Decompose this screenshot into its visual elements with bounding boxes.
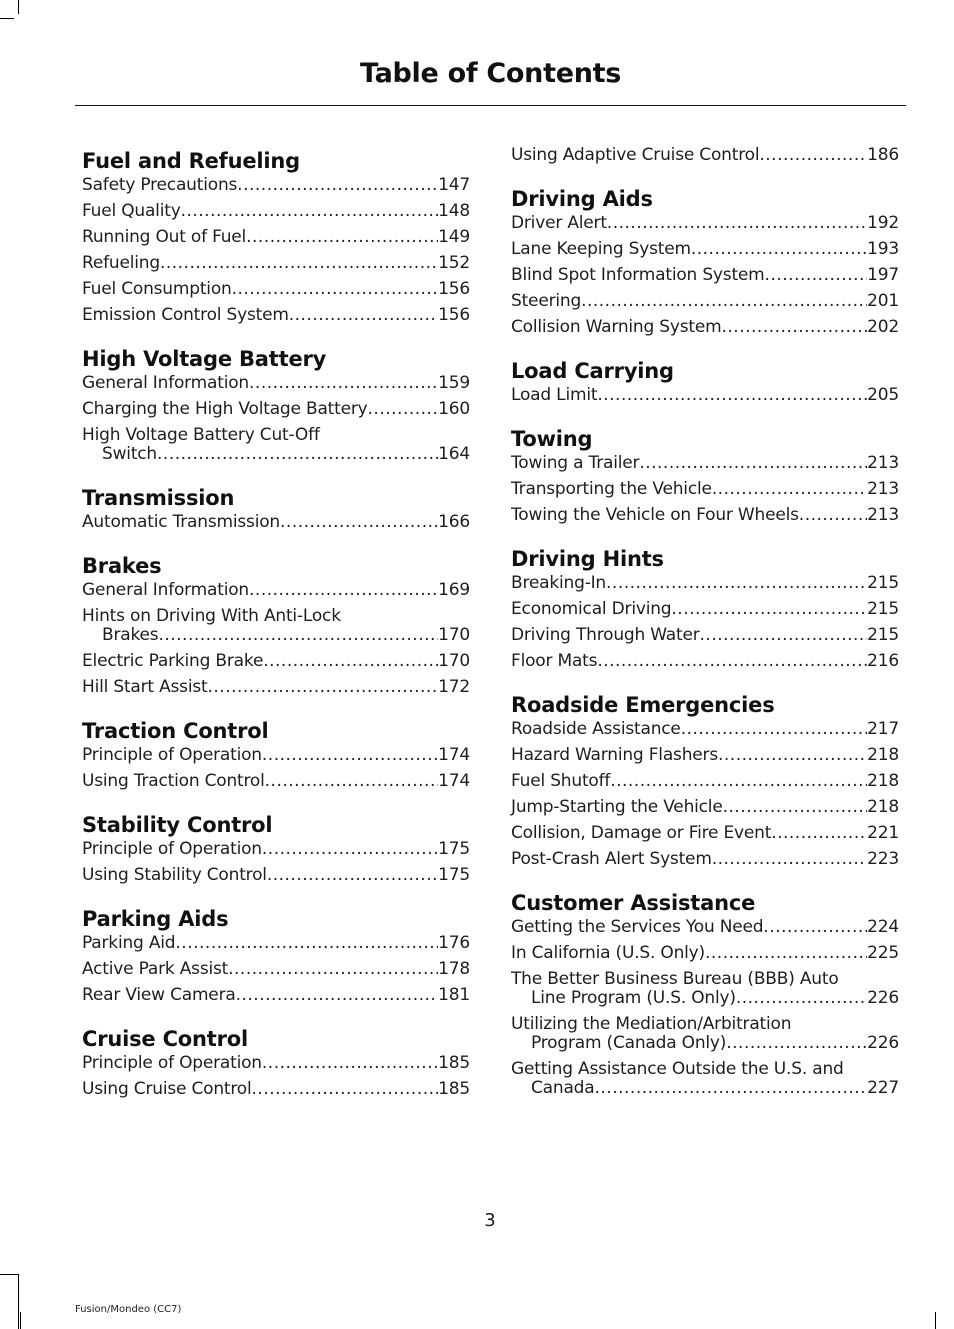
entry-line <box>82 254 470 273</box>
entry-page-number: 166 <box>438 512 470 532</box>
section-heading: Roadside Emergencies <box>511 693 775 717</box>
toc-entry-link[interactable] <box>511 652 899 671</box>
section-heading: Driving Aids <box>511 187 653 211</box>
entry-title: Steering <box>511 291 582 311</box>
entry-page-number: 215 <box>867 625 899 645</box>
toc-entry-link[interactable] <box>511 214 899 233</box>
entry-title: General Information <box>82 580 250 600</box>
section-heading: Parking Aids <box>82 907 229 931</box>
toc-entry-link[interactable] <box>511 720 899 739</box>
title-divider <box>75 105 906 106</box>
entry-line <box>82 772 470 791</box>
section-heading: Driving Hints <box>511 547 664 571</box>
section-heading: Stability Control <box>82 813 273 837</box>
dot-leader <box>265 772 438 791</box>
entry-title: Electric Parking Brake <box>82 651 264 671</box>
toc-entry-link[interactable] <box>82 400 470 419</box>
entry-title: Using Cruise Control <box>82 1079 252 1099</box>
toc-entry-link[interactable] <box>511 626 899 645</box>
dot-leader <box>207 678 438 697</box>
toc-entry-link[interactable] <box>82 280 470 299</box>
entry-line <box>82 934 470 953</box>
toc-section <box>82 904 470 1005</box>
section-heading: Transmission <box>82 486 235 510</box>
entry-line <box>82 840 470 859</box>
entry-title: Jump-Starting the Vehicle <box>511 797 723 817</box>
entry-line <box>511 989 899 1008</box>
entry-line <box>82 746 470 765</box>
entry-page-number: 148 <box>438 201 470 221</box>
section-heading: Fuel and Refueling <box>82 149 300 173</box>
toc-entry-link[interactable] <box>511 1060 899 1098</box>
entry-title: Floor Mats <box>511 651 598 671</box>
entry-page-number: 181 <box>438 985 470 1005</box>
toc-section <box>82 716 470 791</box>
entry-line <box>511 798 899 817</box>
entry-title: Using Adaptive Cruise Control <box>511 145 760 165</box>
dot-leader <box>712 850 867 869</box>
entry-line <box>511 850 899 869</box>
dot-leader <box>181 202 439 221</box>
dot-leader <box>723 798 868 817</box>
entry-page-number: 226 <box>867 988 899 1008</box>
entry-title: Economical Driving <box>511 599 672 619</box>
dot-leader <box>671 600 867 619</box>
dot-leader <box>736 989 867 1008</box>
toc-entry-link[interactable] <box>511 318 899 337</box>
entry-title: Driving Through Water <box>511 625 700 645</box>
toc-entry-link[interactable] <box>511 386 899 405</box>
dot-leader <box>771 824 867 843</box>
entry-title: Principle of Operation <box>82 1053 262 1073</box>
dot-leader <box>157 445 438 464</box>
page-title: Table of Contents <box>359 58 622 89</box>
entry-page-number: 218 <box>867 797 899 817</box>
toc-entry-link[interactable] <box>82 986 470 1005</box>
entry-line <box>511 454 899 473</box>
entry-line <box>511 626 899 645</box>
entry-title: Fuel Consumption <box>82 279 232 299</box>
entry-title: Roadside Assistance <box>511 719 681 739</box>
dot-leader <box>595 1079 868 1098</box>
entry-page-number: 193 <box>867 239 899 259</box>
entry-title: Principle of Operation <box>82 839 262 859</box>
entry-line <box>511 652 899 671</box>
toc-entry-link[interactable] <box>511 1015 899 1053</box>
dot-leader <box>691 240 867 259</box>
section-heading: Brakes <box>82 554 162 578</box>
crop-mark <box>20 1312 21 1329</box>
entry-title-line: Utilizing the Mediation/Arbitration <box>511 1014 792 1034</box>
toc-entry-link[interactable] <box>511 798 899 817</box>
entry-title: Lane Keeping System <box>511 239 691 259</box>
entry-line <box>82 986 470 1005</box>
toc-entry-link[interactable] <box>82 960 470 979</box>
entry-title: Hazard Warning Flashers <box>511 745 718 765</box>
entry-line <box>511 772 899 791</box>
entry-line <box>511 1034 899 1053</box>
entry-line <box>82 400 470 419</box>
entry-title-line: The Better Business Bureau (BBB) Auto <box>511 969 839 989</box>
entry-line <box>82 306 470 325</box>
dot-leader <box>263 652 438 671</box>
entry-page-number: 218 <box>867 771 899 791</box>
entry-page-number: 175 <box>438 865 470 885</box>
entry-page-number: 176 <box>438 933 470 953</box>
toc-entry-link[interactable] <box>82 772 470 791</box>
toc-entry-link[interactable] <box>82 607 470 645</box>
entry-page-number: 192 <box>867 213 899 233</box>
entry-title: Post-Crash Alert System <box>511 849 712 869</box>
entry-line <box>511 918 899 937</box>
entry-title: Blind Spot Information System <box>511 265 765 285</box>
toc-section <box>511 184 899 337</box>
toc-entry-link[interactable] <box>82 374 470 393</box>
entry-title-line: Hints on Driving With Anti-Lock <box>82 606 341 626</box>
toc-entry-link[interactable] <box>82 840 470 859</box>
dot-leader <box>799 506 867 525</box>
entry-title: Active Park Assist <box>82 959 229 979</box>
toc-section <box>511 424 899 525</box>
entry-page-number: 221 <box>867 823 899 843</box>
entry-page-number: 186 <box>867 145 899 165</box>
toc-section <box>82 810 470 885</box>
entry-page-number: 160 <box>438 399 470 419</box>
entry-title: Transporting the Vehicle <box>511 479 712 499</box>
entry-title: Running Out of Fuel <box>82 227 247 247</box>
entry-title: Parking Aid <box>82 933 176 953</box>
toc-entry-link[interactable] <box>82 176 470 195</box>
entry-title: General Information <box>82 373 250 393</box>
toc-entry-link[interactable] <box>511 480 899 499</box>
entry-line <box>511 720 899 739</box>
entry-line <box>82 678 470 697</box>
toc-entry-link[interactable] <box>82 228 470 247</box>
dot-leader <box>705 944 867 963</box>
entry-title: Driver Alert <box>511 213 607 233</box>
entry-title: Collision Warning System <box>511 317 722 337</box>
toc-entry-link[interactable] <box>82 866 470 885</box>
toc-section <box>82 551 470 697</box>
toc-entry-link[interactable] <box>511 454 899 473</box>
footer-model-label: Fusion/Mondeo (CC7) <box>75 1304 182 1315</box>
toc-entry-link[interactable] <box>82 581 470 600</box>
section-heading: Cruise Control <box>82 1027 248 1051</box>
toc-section <box>511 690 899 869</box>
page-number: 3 <box>484 1210 496 1231</box>
toc-section <box>82 344 470 464</box>
entry-title: Using Stability Control <box>82 865 267 885</box>
entry-page-number: 226 <box>867 1033 899 1053</box>
entry-line <box>511 480 899 499</box>
toc-entry-link[interactable] <box>511 944 899 963</box>
entry-title: Emission Control System <box>82 305 289 325</box>
toc-entry-link[interactable] <box>511 266 899 285</box>
dot-leader <box>252 1080 439 1099</box>
entry-page-number: 164 <box>438 444 470 464</box>
entry-page-number: 178 <box>438 959 470 979</box>
entry-page-number: 227 <box>867 1078 899 1098</box>
entry-page-number: 174 <box>438 745 470 765</box>
dot-leader <box>722 318 868 337</box>
toc-entry-link[interactable] <box>511 824 899 843</box>
entry-line <box>511 506 899 525</box>
entry-page-number: 159 <box>438 373 470 393</box>
dot-leader <box>759 146 867 165</box>
dot-leader <box>262 1054 438 1073</box>
section-heading: Traction Control <box>82 719 269 743</box>
entry-title: Safety Precautions <box>82 175 238 195</box>
toc-section <box>511 888 899 1098</box>
toc-entry-link[interactable] <box>82 513 470 532</box>
entry-title: Hill Start Assist <box>82 677 208 697</box>
entry-title-line: High Voltage Battery Cut-Off <box>82 425 320 445</box>
entry-page-number: 149 <box>438 227 470 247</box>
dot-leader <box>700 626 868 645</box>
entry-title: Charging the High Voltage Battery <box>82 399 368 419</box>
entry-page-number: 215 <box>867 573 899 593</box>
toc-entry-link[interactable] <box>82 652 470 671</box>
toc-section <box>511 544 899 671</box>
entry-line <box>82 374 470 393</box>
entry-page-number: 223 <box>867 849 899 869</box>
entry-page-number: 215 <box>867 599 899 619</box>
entry-page-number: 185 <box>438 1053 470 1073</box>
entry-line <box>511 824 899 843</box>
dot-leader <box>639 454 867 473</box>
entry-title: Fuel Quality <box>82 201 181 221</box>
entry-page-number: 197 <box>867 265 899 285</box>
entry-line <box>82 1080 470 1099</box>
entry-title: In California (U.S. Only) <box>511 943 705 963</box>
entry-page-number: 213 <box>867 505 899 525</box>
dot-leader <box>228 960 438 979</box>
section-heading: Customer Assistance <box>511 891 756 915</box>
toc-entry-link[interactable] <box>511 772 899 791</box>
entry-page-number: 170 <box>438 651 470 671</box>
entry-page-number: 172 <box>438 677 470 697</box>
toc-entry-link[interactable] <box>511 506 899 525</box>
entry-title: Towing a Trailer <box>511 453 640 473</box>
entry-title: Fuel Shutoff <box>511 771 611 791</box>
dot-leader <box>610 772 867 791</box>
dot-leader <box>607 214 867 233</box>
entry-title: Load Limit <box>511 385 598 405</box>
dot-leader <box>262 840 438 859</box>
dot-leader <box>249 581 438 600</box>
toc-section <box>511 146 899 165</box>
toc-section <box>82 1024 470 1099</box>
toc-entry-link[interactable] <box>511 240 899 259</box>
entry-page-number: 202 <box>867 317 899 337</box>
toc-entry-link[interactable] <box>511 850 899 869</box>
dot-leader <box>236 986 439 1005</box>
entry-line <box>82 1054 470 1073</box>
dot-leader <box>718 746 867 765</box>
toc-column-left <box>82 146 470 1118</box>
dot-leader <box>726 1034 867 1053</box>
crop-mark <box>0 18 14 19</box>
entry-line <box>82 228 470 247</box>
entry-line <box>511 214 899 233</box>
toc-section <box>82 146 470 325</box>
dot-leader <box>237 176 438 195</box>
dot-leader <box>289 306 438 325</box>
crop-mark <box>18 1274 19 1329</box>
crop-mark <box>935 1312 936 1329</box>
entry-line <box>82 626 470 645</box>
crop-mark <box>0 1274 18 1275</box>
dot-leader <box>280 513 438 532</box>
entry-title: Principle of Operation <box>82 745 262 765</box>
dot-leader <box>581 292 867 311</box>
entry-title: Collision, Damage or Fire Event <box>511 823 772 843</box>
toc-entry-link[interactable] <box>82 306 470 325</box>
entry-line <box>82 866 470 885</box>
entry-line <box>511 146 899 165</box>
entry-line <box>82 513 470 532</box>
entry-title: Breaking-In <box>511 573 607 593</box>
toc-column-right <box>511 146 899 1117</box>
toc-entry-link[interactable] <box>82 934 470 953</box>
entry-page-number: 213 <box>867 479 899 499</box>
crop-mark <box>18 0 19 14</box>
entry-title: Program (Canada Only) <box>531 1033 727 1053</box>
entry-title: Using Traction Control <box>82 771 265 791</box>
entry-line <box>511 266 899 285</box>
entry-page-number: 185 <box>438 1079 470 1099</box>
toc-entry-link[interactable] <box>511 746 899 765</box>
entry-title: Getting the Services You Need <box>511 917 764 937</box>
toc-entry-link[interactable] <box>82 678 470 697</box>
entry-page-number: 175 <box>438 839 470 859</box>
dot-leader <box>175 934 438 953</box>
entry-page-number: 174 <box>438 771 470 791</box>
dot-leader <box>681 720 867 739</box>
dot-leader <box>262 746 438 765</box>
entry-line <box>511 318 899 337</box>
entry-page-number: 147 <box>438 175 470 195</box>
entry-line <box>82 581 470 600</box>
entry-line <box>511 746 899 765</box>
entry-line <box>82 202 470 221</box>
dot-leader <box>597 386 867 405</box>
toc-entry-link[interactable] <box>82 426 470 464</box>
entry-page-number: 213 <box>867 453 899 473</box>
entry-page-number: 156 <box>438 279 470 299</box>
entry-title-line: Getting Assistance Outside the U.S. and <box>511 1059 844 1079</box>
entry-page-number: 218 <box>867 745 899 765</box>
entry-title: Refueling <box>82 253 160 273</box>
toc-entry-link[interactable] <box>511 600 899 619</box>
entry-line <box>511 574 899 593</box>
entry-page-number: 216 <box>867 651 899 671</box>
entry-title: Line Program (U.S. Only) <box>531 988 736 1008</box>
entry-title: Automatic Transmission <box>82 512 281 532</box>
toc-entry-link[interactable] <box>511 918 899 937</box>
toc-entry-link[interactable] <box>82 1080 470 1099</box>
toc-entry-link[interactable] <box>82 1054 470 1073</box>
entry-page-number: 205 <box>867 385 899 405</box>
toc-entry-link[interactable] <box>511 292 899 311</box>
section-heading: Load Carrying <box>511 359 674 383</box>
toc-section <box>511 356 899 405</box>
entry-line <box>511 1079 899 1098</box>
toc-entry-link[interactable] <box>82 202 470 221</box>
dot-leader <box>267 866 438 885</box>
entry-page-number: 224 <box>867 917 899 937</box>
entry-line <box>511 292 899 311</box>
entry-page-number: 152 <box>438 253 470 273</box>
entry-page-number: 169 <box>438 580 470 600</box>
entry-line <box>82 176 470 195</box>
entry-page-number: 225 <box>867 943 899 963</box>
entry-line <box>511 240 899 259</box>
entry-title: Brakes <box>102 625 159 645</box>
entry-line <box>511 386 899 405</box>
entry-line <box>82 960 470 979</box>
dot-leader <box>160 254 438 273</box>
toc-entry-link[interactable] <box>511 146 899 165</box>
section-heading: Towing <box>511 427 593 451</box>
toc-entry-link[interactable] <box>82 254 470 273</box>
toc-entry-link[interactable] <box>511 574 899 593</box>
entry-line <box>511 944 899 963</box>
dot-leader <box>765 266 868 285</box>
toc-section <box>82 483 470 532</box>
entry-title: Switch <box>102 444 158 464</box>
dot-leader <box>249 374 438 393</box>
entry-page-number: 201 <box>867 291 899 311</box>
entry-title: Towing the Vehicle on Four Wheels <box>511 505 799 525</box>
entry-title: Canada <box>531 1078 595 1098</box>
section-heading: High Voltage Battery <box>82 347 327 371</box>
dot-leader <box>763 918 867 937</box>
dot-leader <box>712 480 867 499</box>
entry-page-number: 156 <box>438 305 470 325</box>
entry-line <box>82 652 470 671</box>
entry-line <box>82 280 470 299</box>
entry-title: Rear View Camera <box>82 985 236 1005</box>
entry-line <box>82 445 470 464</box>
dot-leader <box>158 626 438 645</box>
dot-leader <box>606 574 867 593</box>
toc-entry-link[interactable] <box>82 746 470 765</box>
dot-leader <box>232 280 439 299</box>
entry-page-number: 217 <box>867 719 899 739</box>
entry-line <box>511 600 899 619</box>
toc-entry-link[interactable] <box>511 970 899 1008</box>
entry-page-number: 170 <box>438 625 470 645</box>
dot-leader <box>597 652 867 671</box>
dot-leader <box>368 400 439 419</box>
dot-leader <box>246 228 438 247</box>
